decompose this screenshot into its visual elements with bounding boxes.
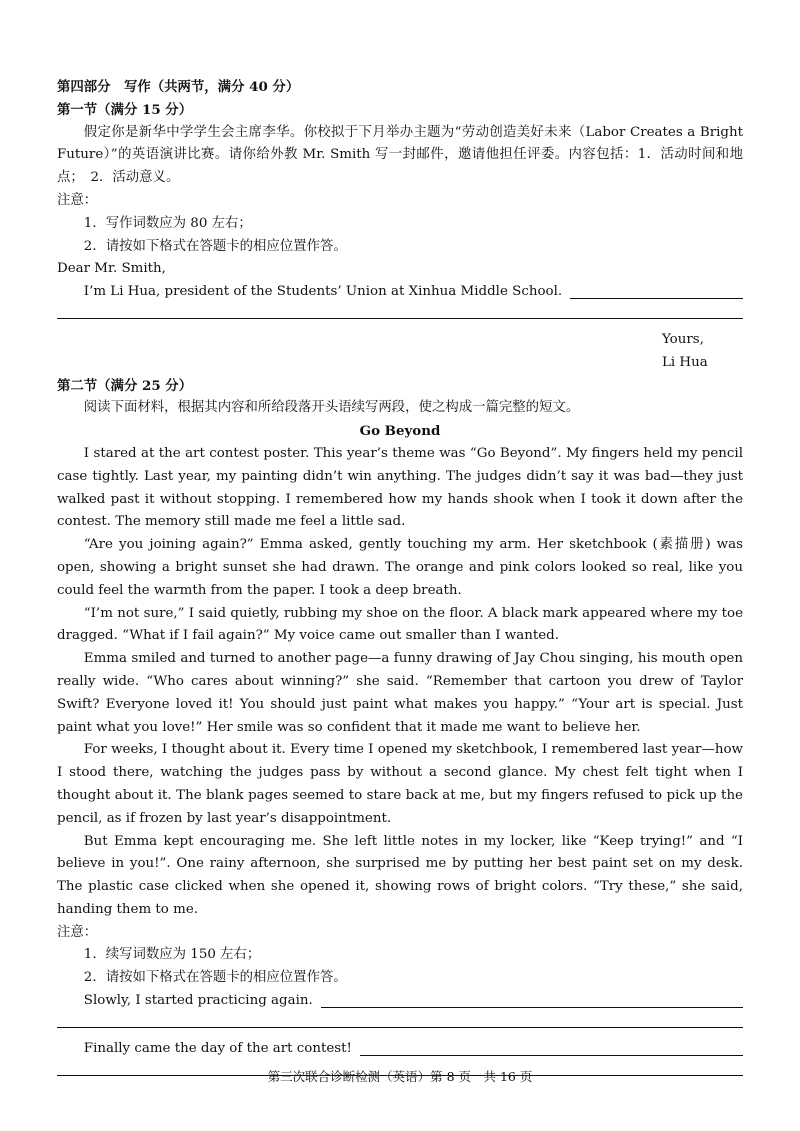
answer-line[interactable] bbox=[570, 297, 743, 299]
continuation-lead-2-row bbox=[57, 1038, 743, 1061]
section2-note-1: 1．续写词数应为 150 左右； bbox=[83, 947, 261, 963]
section2-instruction: 阅读下面材料，根据其内容和所给段落开头语续写两段，使之构成一篇完整的短文。 bbox=[83, 400, 580, 416]
story-paragraph: But Emma kept encouraging me. She left little notes in my locker, like “Keep trying!” and “I believe in you!”. One rainy afternoon, she surprised me by putting her best paint set on my desk. The plastic case clicked when she opened it, showing rows of bright colors. “Try these,” she said, handing them to me. bbox=[57, 833, 743, 917]
story-paragraph: “I’m not sure,” I said quietly, rubbing my shoe on the floor. A black mark appeared where my toe dragged. “What if I fail again?” My voice came out smaller than I wanted. bbox=[57, 605, 743, 644]
section1-note-1: 1．写作词数应为 80 左右； bbox=[83, 215, 252, 231]
letter-opening: I’m Li Hua, president of the Students’ Union at Xinhua Middle School. bbox=[83, 284, 563, 300]
story-paragraph: I stared at the art contest poster. This year’s theme was “Go Beyond”. My fingers held my pencil case tightly. Last year, my painting didn’t win anything. The judges didn’t say it was bad—they just walked past it without stopping. I remembered how my hands shook when I took it down after the contest. The memory still made me feel a little sad. bbox=[57, 445, 743, 530]
section2-note-2: 2．请按如下格式在答题卡的相应位置作答。 bbox=[83, 970, 347, 986]
continuation-lead-1-row bbox=[57, 990, 743, 1013]
letter-opening-row bbox=[57, 281, 743, 304]
story-paragraph: Emma smiled and turned to another page—a funny drawing of Jay Chou singing, his mouth open really wide. “Who cares about winning?” she said. “Remember that cartoon you drew of Taylor Swift? Everyone loved it! You should just paint what makes you happy.” “Your art is special. Just paint what you love!” Her smile was so confident that it made me want to believe her. bbox=[57, 651, 743, 735]
section1-notes-label: 注意： bbox=[57, 192, 98, 208]
answer-line[interactable] bbox=[360, 1054, 743, 1056]
story-paragraph: “Are you joining again?” Emma asked, gently touching my arm. Her sketchbook (素描册) was open, showing a bright sunset she had drawn. The orange and pink colors looked so real, like you could feel the warmth from the paper. I took a deep breath. bbox=[57, 537, 743, 598]
letter-closing: Yours, bbox=[662, 331, 704, 347]
answer-line[interactable] bbox=[321, 1006, 743, 1008]
story-paragraph: For weeks, I thought about it. Every time I opened my sketchbook, I remembered last year—how I stood there, watching the judges pass by without a second glance. My chest felt tight when I thought about it. The blank pages seemed to stare back at me, but my fingers refused to pick up the pencil, as if frozen by last year’s disappointment. bbox=[57, 742, 743, 826]
page-footer: 第三次联合诊断检测（英语）第 8 页 共 16 页 bbox=[267, 1069, 533, 1084]
section2-notes-label: 注意： bbox=[57, 924, 98, 940]
answer-line-full[interactable] bbox=[57, 304, 743, 319]
answer-line-full[interactable] bbox=[57, 1013, 743, 1028]
letter-signature: Li Hua bbox=[662, 354, 708, 370]
section1-prompt: 假定你是新华中学学生会主席李华。你校拟于下月举办主题为“劳动创造美好未来（Labor Creates a Bright Future）”的英语演讲比赛。请你给外教 Mr. Smith 写一封邮件，邀请他担任评委。内容包括：1．活动时间和地点； 2．活动意义。 bbox=[57, 124, 743, 186]
section1-heading: 第一节（满分 15 分） bbox=[57, 101, 193, 118]
section1-note-2: 2．请按如下格式在答题卡的相应位置作答。 bbox=[83, 238, 347, 254]
story-title: Go Beyond bbox=[359, 423, 441, 440]
continuation-lead-2: Finally came the day of the art contest! bbox=[83, 1040, 352, 1056]
section2-heading: 第二节（满分 25 分） bbox=[57, 377, 193, 394]
part-heading: 第四部分 写作（共两节，满分 40 分） bbox=[57, 79, 300, 95]
letter-greeting: Dear Mr. Smith, bbox=[57, 261, 166, 277]
continuation-lead-1: Slowly, I started practicing again. bbox=[83, 993, 313, 1009]
